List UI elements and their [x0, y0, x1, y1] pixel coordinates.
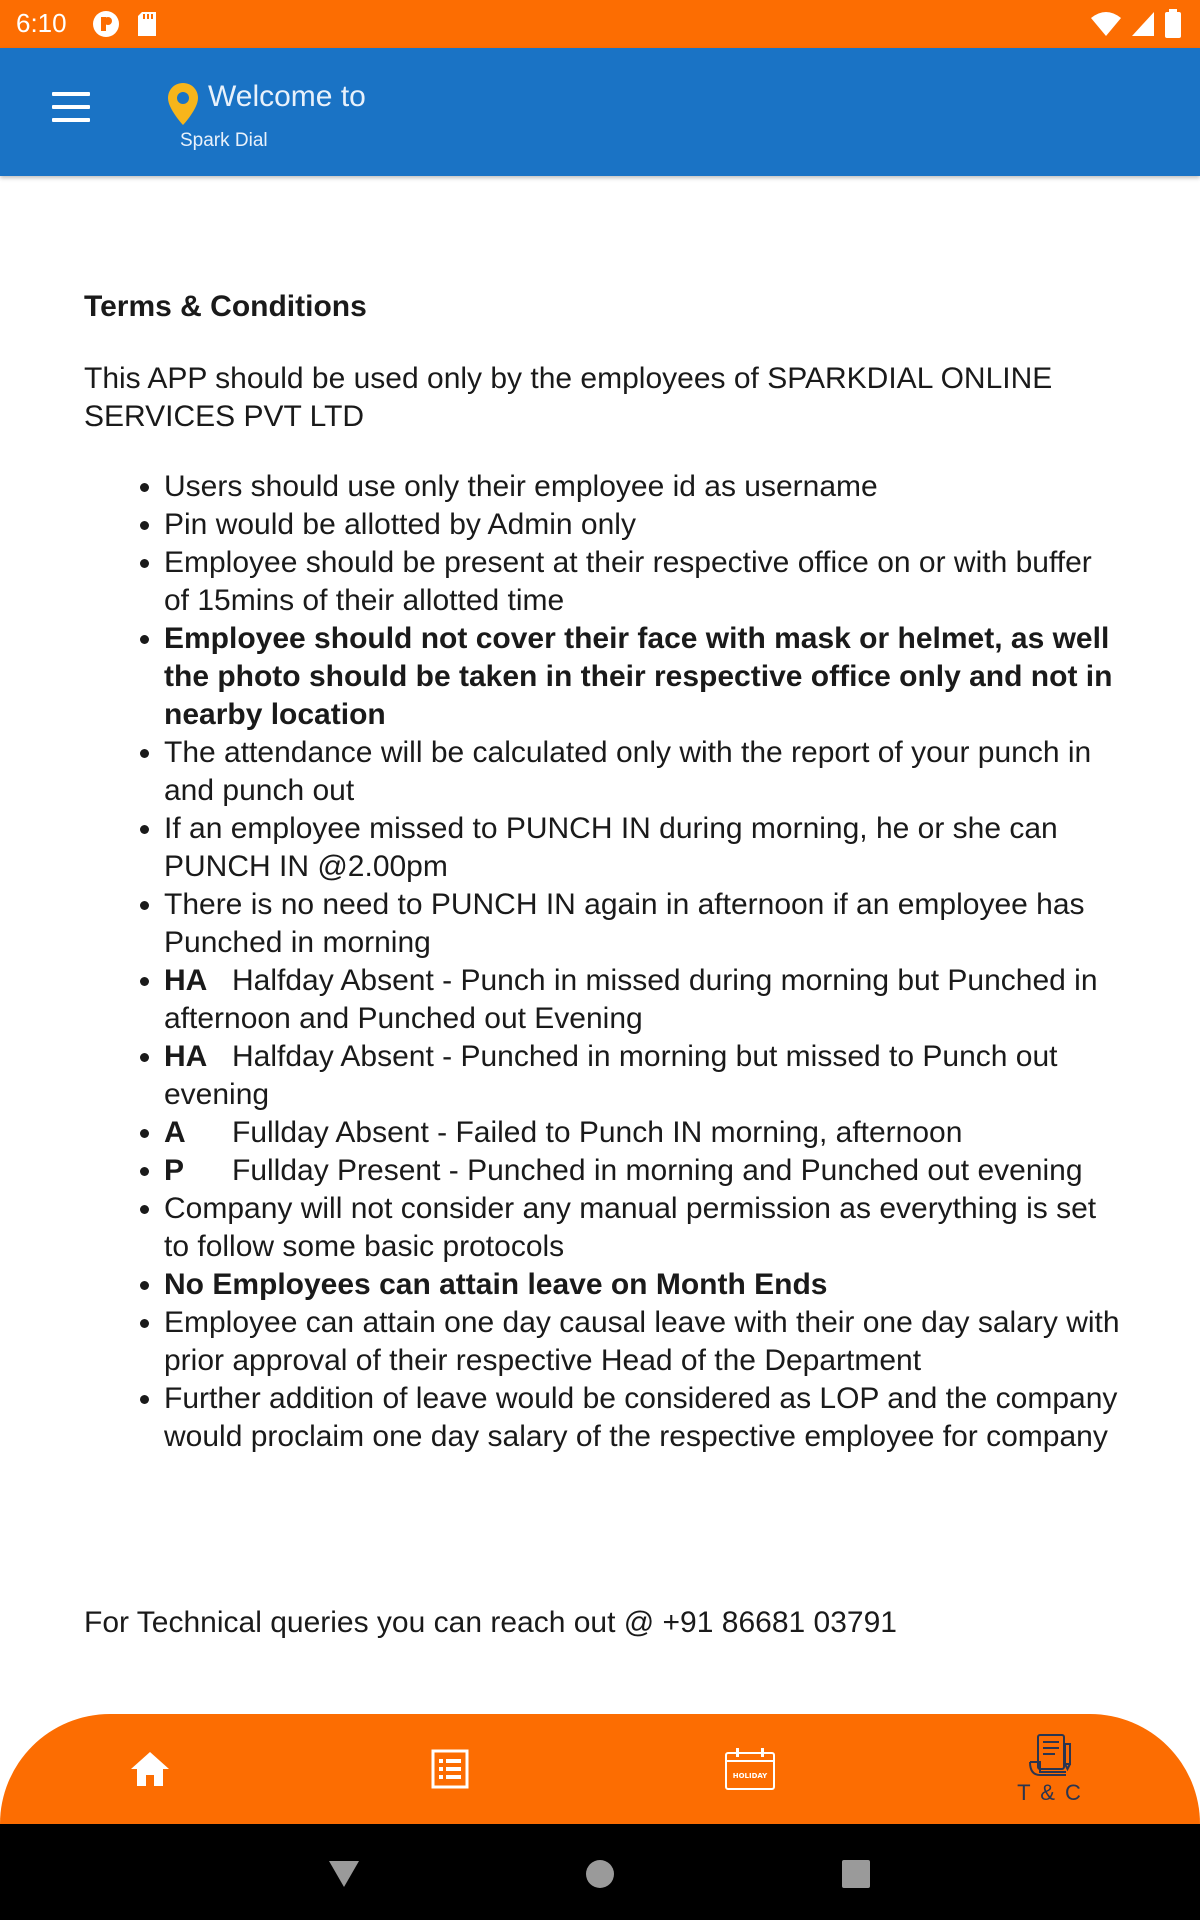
attendance-code-desc: Halfday Absent - Punched in morning but missed to Punch out evening: [164, 1040, 1058, 1111]
terms-document-icon: [1026, 1732, 1074, 1778]
battery-icon: [1164, 9, 1182, 39]
list-item: [164, 1114, 1124, 1152]
attendance-code-desc: Fullday Present - Punched in morning and Punched out evening: [232, 1154, 1083, 1187]
status-time: 6:10: [16, 8, 67, 38]
terms-intro: This APP should be used only by the employees of SPARKDIAL ONLINE SERVICES PVT LTD: [84, 362, 1053, 433]
bottom-navigation: [0, 1714, 1200, 1824]
list-item: [164, 1152, 1124, 1190]
attendance-code-desc: Fullday Absent - Failed to Punch IN morning, afternoon: [232, 1116, 963, 1149]
list-item: • Company will not consider any manual permission as everything is set to follow some basic protocols: [164, 1190, 1124, 1266]
location-pin-icon: [166, 82, 200, 126]
list-item: • There is no need to PUNCH IN again in afternoon if an employee has Punched in morning: [164, 886, 1124, 962]
attendance-code: HA: [164, 1040, 208, 1073]
holiday-badge-text: HOLIDAY: [732, 1772, 768, 1780]
hamburger-icon-line: [52, 92, 90, 96]
home-icon: [129, 1749, 171, 1789]
list-item: • Pin would be allotted by Admin only: [164, 506, 1124, 544]
attendance-code-desc: Halfday Absent - Punch in missed during morning but Punched in afternoon and Punched out Evening: [164, 964, 1098, 1035]
list-icon: [431, 1749, 469, 1789]
home-circle-icon: [584, 1858, 616, 1890]
page-subtitle: Spark Dial: [180, 130, 268, 151]
system-home-button[interactable]: [570, 1844, 630, 1904]
attendance-code: P: [164, 1154, 185, 1187]
list-item: • Employee should be present at their respective office on or with buffer of 15mins of their allotted time: [164, 544, 1124, 620]
nav-terms-button[interactable]: [970, 1714, 1130, 1824]
app-notification-icon: [92, 10, 120, 38]
list-item: [164, 1038, 1124, 1114]
list-item: • Users should use only their employee id as username: [164, 468, 1124, 506]
terms-heading: Terms & Conditions: [84, 290, 367, 323]
recents-square-icon: [841, 1859, 871, 1889]
status-bar: [0, 0, 1200, 48]
hamburger-icon-line: [52, 105, 90, 109]
list-item: • If an employee missed to PUNCH IN during morning, he or she can PUNCH IN @2.00pm: [164, 810, 1124, 886]
nav-home-button[interactable]: [70, 1714, 230, 1824]
terms-content: [84, 288, 1124, 1456]
menu-button[interactable]: [44, 92, 96, 132]
page-title: Welcome to: [208, 80, 366, 113]
list-item: • No Employees can attain leave on Month Ends: [164, 1266, 1124, 1304]
status-notification-icons: [92, 10, 158, 38]
nav-holiday-button[interactable]: [670, 1714, 830, 1824]
list-item: • Employee should not cover their face with mask or helmet, as well the photo should be taken in their respective office only and not in nearby location: [164, 620, 1124, 734]
back-triangle-icon: [327, 1859, 361, 1889]
contact-info: For Technical queries you can reach out @ +91 86681 03791: [84, 1606, 897, 1639]
system-navigation-bar: [0, 1824, 1200, 1920]
list-item: • Further addition of leave would be considered as LOP and the company would proclaim one day salary of the respective employee for company: [164, 1380, 1124, 1456]
nav-attendance-list-button[interactable]: [370, 1714, 530, 1824]
app-bar: [0, 48, 1200, 176]
system-back-button[interactable]: [314, 1844, 374, 1904]
signal-icon: [1130, 10, 1156, 38]
status-system-icons: [1090, 9, 1182, 39]
attendance-code: HA: [164, 964, 208, 997]
list-item: • Employee can attain one day causal leave with their one day salary with prior approval of their respective Head of the Department: [164, 1304, 1124, 1380]
attendance-code: A: [164, 1116, 186, 1149]
nav-terms-label: T & C: [1017, 1780, 1083, 1805]
hamburger-icon-line: [52, 118, 90, 122]
list-item: [164, 962, 1124, 1038]
holiday-calendar-icon: [724, 1747, 776, 1791]
wifi-icon: [1090, 10, 1122, 38]
terms-list: [84, 468, 1124, 1456]
sd-card-icon: [136, 10, 158, 38]
list-item: • The attendance will be calculated only with the report of your punch in and punch out: [164, 734, 1124, 810]
system-recents-button[interactable]: [826, 1844, 886, 1904]
